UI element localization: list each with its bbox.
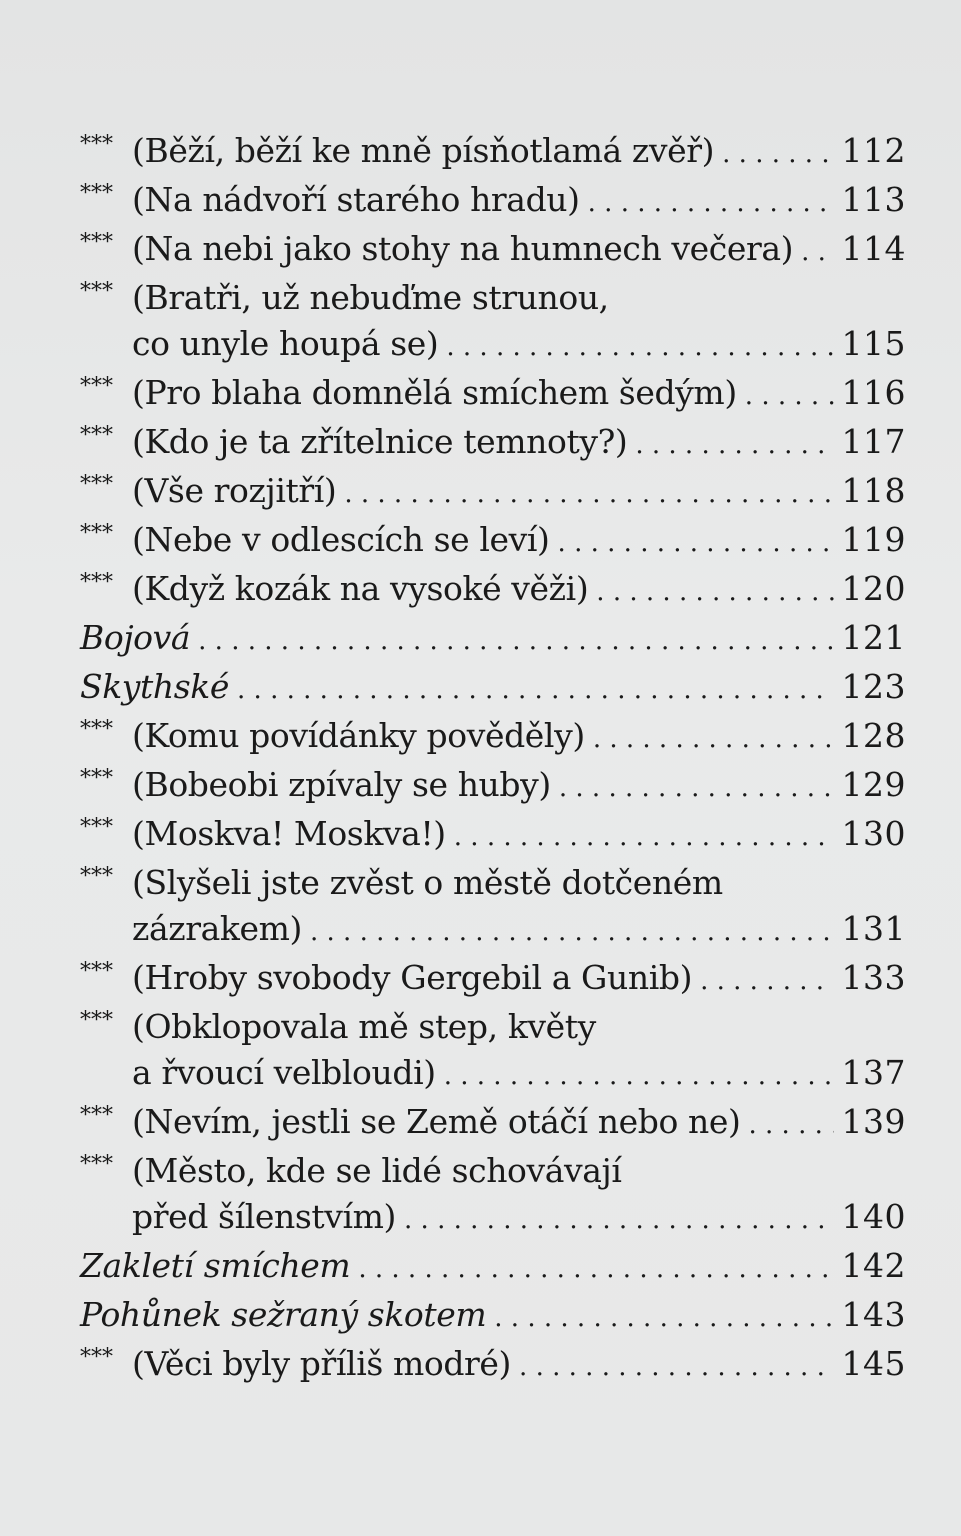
entry-title: (Když kozák na vysoké věži): [132, 569, 589, 608]
toc-entry: [80, 811, 906, 860]
entry-stars: ***: [80, 230, 113, 255]
entry-title: (Moskva! Moskva!): [132, 814, 446, 853]
dot-leader: [801, 229, 833, 275]
toc-entry: [80, 1243, 906, 1292]
page-number: 139: [841, 1102, 906, 1141]
toc-entry: [80, 1341, 906, 1390]
entry-stars: ***: [80, 472, 113, 497]
dot-leader: [596, 569, 833, 615]
entry-line: [132, 226, 906, 275]
dot-leader: [519, 1344, 833, 1390]
dot-leader: [198, 618, 833, 664]
entry-stars: ***: [80, 521, 113, 546]
entry-line: [132, 321, 906, 370]
toc-entry: [80, 275, 906, 370]
toc-entry: [80, 1004, 906, 1099]
page-number: 115: [841, 324, 906, 363]
entry-line: [132, 370, 906, 419]
page-number: 143: [841, 1295, 906, 1334]
entry-line: [132, 1050, 906, 1099]
dot-leader: [358, 1246, 833, 1292]
dot-leader: [344, 471, 833, 517]
entry-line: [132, 128, 906, 177]
toc-entry: [80, 226, 906, 275]
dot-leader: [700, 958, 833, 1004]
entry-stars: ***: [80, 815, 113, 840]
page-number: 120: [841, 569, 906, 608]
page-number: 140: [841, 1197, 906, 1236]
entry-stars: ***: [80, 1008, 113, 1033]
entry-stars: ***: [80, 423, 113, 448]
entry-line: [132, 566, 906, 615]
page-number: 117: [841, 422, 906, 461]
entry-line: [80, 615, 906, 664]
entry-title: (Vše rozjitří): [132, 471, 337, 510]
entry-title: (Na nádvoří starého hradu): [132, 180, 580, 219]
toc-entry: [80, 955, 906, 1004]
page-number: 118: [841, 471, 906, 510]
entry-stars: ***: [80, 1103, 113, 1128]
entry-stars: ***: [80, 717, 113, 742]
toc-entry: [80, 128, 906, 177]
entry-title: a řvoucí velbloudi): [132, 1053, 436, 1092]
toc-entry: [80, 615, 906, 664]
entry-stars: ***: [80, 1152, 113, 1177]
entry-title: (Pro blaha domnělá smíchem šedým): [132, 373, 737, 412]
toc-entry: [80, 370, 906, 419]
toc-entry: [80, 860, 906, 955]
entry-line: [132, 1148, 906, 1194]
dot-leader: [310, 909, 834, 955]
dot-leader: [454, 814, 834, 860]
toc-entry: [80, 713, 906, 762]
entry-title: (Kdo je ta zřítelnice temnoty?): [132, 422, 628, 461]
entry-line: [132, 1099, 906, 1148]
entry-line: [132, 1194, 906, 1243]
entry-title: Pohůnek sežraný skotem: [80, 1295, 487, 1334]
toc-entry: [80, 1148, 906, 1243]
entry-stars: ***: [80, 374, 113, 399]
entry-line: [132, 177, 906, 226]
page-number: 130: [841, 814, 906, 853]
entry-title: co unyle houpá se): [132, 324, 439, 363]
entry-line: [132, 811, 906, 860]
entry-title: (Obklopovala mě step, květy: [132, 1007, 596, 1046]
dot-leader: [748, 1102, 833, 1148]
dot-leader: [559, 765, 834, 811]
entry-line: [132, 713, 906, 762]
entry-title: (Bratři, už nebuďme strunou,: [132, 278, 609, 317]
entry-line: [132, 275, 906, 321]
entry-line: [132, 906, 906, 955]
table-of-contents: [80, 128, 906, 1390]
page-number: 137: [841, 1053, 906, 1092]
page-number: 123: [841, 667, 906, 706]
page-number: 142: [841, 1246, 906, 1285]
dot-leader: [722, 131, 833, 177]
toc-entry: [80, 664, 906, 713]
toc-entry: [80, 566, 906, 615]
dot-leader: [558, 520, 834, 566]
entry-title: (Běží, běží ke mně písňotlamá zvěř): [132, 131, 715, 170]
dot-leader: [593, 716, 834, 762]
entry-title: (Komu povídánky pověděly): [132, 716, 585, 755]
entry-line: [132, 1004, 906, 1050]
entry-title: (Nevím, jestli se Země otáčí nebo ne): [132, 1102, 741, 1141]
toc-entry: [80, 177, 906, 226]
entry-line: [132, 955, 906, 1004]
page-number: 129: [841, 765, 906, 804]
page-number: 131: [841, 909, 906, 948]
entry-title: před šílenstvím): [132, 1197, 397, 1236]
entry-title: (Nebe v odlescích se leví): [132, 520, 550, 559]
toc-entry: [80, 517, 906, 566]
toc-entry: [80, 419, 906, 468]
page-number: 113: [841, 180, 906, 219]
entry-stars: ***: [80, 279, 113, 304]
entry-title: (Slyšeli jste zvěst o městě dotčeném: [132, 863, 723, 902]
entry-line: [80, 1243, 906, 1292]
entry-stars: ***: [80, 864, 113, 889]
entry-line: [132, 468, 906, 517]
page-number: 119: [841, 520, 906, 559]
dot-leader: [494, 1295, 833, 1341]
page-number: 145: [841, 1344, 906, 1383]
toc-entry: [80, 762, 906, 811]
entry-line: [132, 419, 906, 468]
entry-line: [132, 860, 906, 906]
toc-entry: [80, 1292, 906, 1341]
dot-leader: [635, 422, 833, 468]
toc-entry: [80, 1099, 906, 1148]
entry-line: [80, 664, 906, 713]
entry-stars: ***: [80, 766, 113, 791]
page-number: 121: [841, 618, 906, 657]
entry-stars: ***: [80, 181, 113, 206]
page-number: 112: [841, 131, 906, 170]
entry-line: [132, 517, 906, 566]
entry-title: (Na nebi jako stohy na humnech večera): [132, 229, 794, 268]
entry-title: (Bobeobi zpívaly se huby): [132, 765, 551, 804]
dot-leader: [444, 1053, 834, 1099]
entry-stars: ***: [80, 959, 113, 984]
dot-leader: [588, 180, 834, 226]
entry-stars: ***: [80, 570, 113, 595]
dot-leader: [745, 373, 834, 419]
dot-leader: [237, 667, 833, 713]
entry-title: (Věci byly příliš modré): [132, 1344, 512, 1383]
entry-stars: ***: [80, 132, 113, 157]
entry-line: [132, 762, 906, 811]
entry-title: Zakletí smíchem: [80, 1246, 351, 1285]
page-number: 114: [841, 229, 906, 268]
page-number: 133: [841, 958, 906, 997]
toc-entry: [80, 468, 906, 517]
entry-title: zázrakem): [132, 909, 302, 948]
entry-line: [80, 1292, 906, 1341]
entry-title: Bojová: [80, 618, 191, 657]
entry-line: [132, 1341, 906, 1390]
entry-title: (Hroby svobody Gergebil a Gunib): [132, 958, 693, 997]
dot-leader: [404, 1197, 833, 1243]
entry-title: (Město, kde se lidé schovávají: [132, 1151, 622, 1190]
page-number: 128: [841, 716, 906, 755]
entry-title: Skythské: [80, 667, 230, 706]
dot-leader: [446, 324, 833, 370]
entry-stars: ***: [80, 1345, 113, 1370]
page-number: 116: [841, 373, 906, 412]
